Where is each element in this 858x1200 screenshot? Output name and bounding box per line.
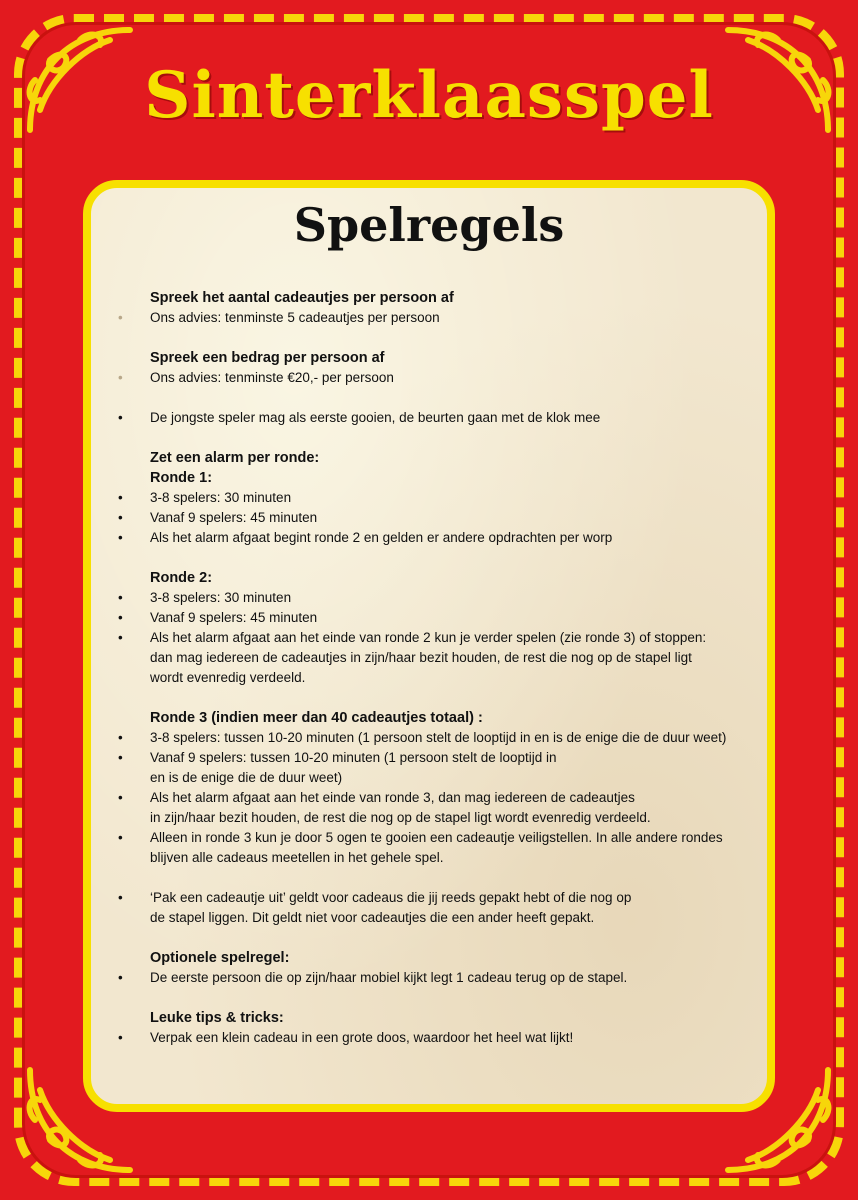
list-item: • Vanaf 9 spelers: 45 minuten bbox=[112, 508, 772, 528]
bullet: • bbox=[118, 790, 123, 805]
list-item: • 3-8 spelers: tussen 10-20 minuten (1 persoon stelt de looptijd in en is de enige die de duur weet) bbox=[112, 728, 772, 748]
list-item: • Ons advies: tenminste 5 cadeautjes per persoon bbox=[112, 308, 772, 328]
list-item: • Verpak een klein cadeau in een grote doos, waardoor het heel wat lijkt! bbox=[112, 1028, 772, 1048]
round-heading: Ronde 2: bbox=[150, 570, 213, 586]
bullet: • bbox=[118, 490, 123, 505]
bullet: • bbox=[118, 730, 123, 745]
list-item: • Vanaf 9 spelers: tussen 10-20 minuten (1 persoon stelt de looptijd in en is de enige die de duur weet) bbox=[112, 748, 772, 788]
bullet: • bbox=[118, 510, 123, 525]
section-heading: Optionele spelregel: bbox=[150, 950, 290, 966]
bullet: • bbox=[118, 750, 123, 765]
list-item: • De jongste speler mag als eerste gooien, de beurten gaan met de klok mee bbox=[112, 408, 772, 428]
bullet: • bbox=[118, 890, 123, 905]
bullet: • bbox=[118, 310, 123, 325]
list-item: • 3-8 spelers: 30 minuten bbox=[112, 488, 772, 508]
list-item: • ‘Pak een cadeautje uit’ geldt voor cadeaus die jij reeds gepakt hebt of die nog op de stapel liggen. Dit geldt niet voor cadeautjes die een ander heeft gepakt. bbox=[112, 888, 772, 928]
bullet: • bbox=[118, 370, 123, 385]
list-item: • Ons advies: tenminste €20,- per persoon bbox=[112, 368, 772, 388]
section-heading: Leuke tips & tricks: bbox=[150, 1010, 284, 1026]
bullet: • bbox=[118, 590, 123, 605]
bullet: • bbox=[118, 410, 123, 425]
list-item: • Als het alarm afgaat begint ronde 2 en gelden er andere opdrachten per worp bbox=[112, 528, 772, 548]
section-heading: Spreek een bedrag per persoon af bbox=[150, 350, 385, 366]
bullet: • bbox=[118, 630, 123, 645]
bullet: • bbox=[118, 1030, 123, 1045]
bullet: • bbox=[118, 610, 123, 625]
list-item: • 3-8 spelers: 30 minuten bbox=[112, 588, 772, 608]
rules-title: Spelregels bbox=[293, 198, 565, 252]
poster-title: Sinterklaasspel bbox=[144, 58, 714, 133]
list-item: • De eerste persoon die op zijn/haar mobiel kijkt legt 1 cadeau terug op de stapel. bbox=[112, 968, 772, 988]
section-heading: Zet een alarm per ronde: bbox=[150, 450, 320, 466]
bullet: • bbox=[118, 970, 123, 985]
list-item: • Als het alarm afgaat aan het einde van ronde 3, dan mag iedereen de cadeautjes in zijn/haar bezit houden, de rest die nog op de stapel ligt wordt evenredig verdeeld. bbox=[112, 788, 772, 828]
list-item: • Alleen in ronde 3 kun je door 5 ogen te gooien een cadeautje veiligstellen. In alle andere rondes blijven alle cadeaus meetellen in het gehele spel. bbox=[112, 828, 772, 868]
round-heading: Ronde 1: bbox=[150, 470, 213, 486]
list-item: • Vanaf 9 spelers: 45 minuten bbox=[112, 608, 772, 628]
round-heading: Ronde 3 (indien meer dan 40 cadeautjes totaal) : bbox=[150, 710, 483, 726]
bullet: • bbox=[118, 830, 123, 845]
section-heading: Spreek het aantal cadeautjes per persoon af bbox=[150, 290, 454, 306]
bullet: • bbox=[118, 530, 123, 545]
list-item: • Als het alarm afgaat aan het einde van ronde 2 kun je verder spelen (zie ronde 3) of stoppen: dan mag iedereen de cadeautjes in zijn/haar bezit houden, de rest die nog op de stapel ligt wordt evenredig verdeeld. bbox=[112, 628, 772, 688]
rules-content bbox=[112, 288, 772, 1048]
